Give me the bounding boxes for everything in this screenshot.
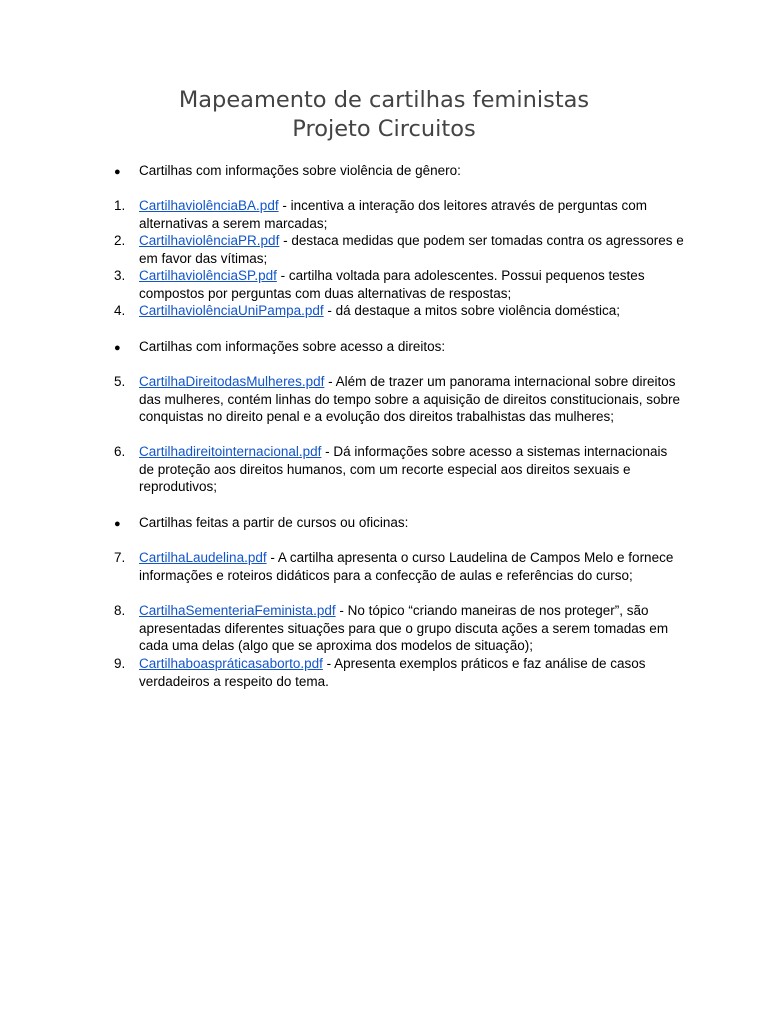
pdf-link[interactable]: Cartilhaboaspráticasaborto.pdf	[139, 656, 323, 671]
section-heading-violencia: ● Cartilhas com informações sobre violência de gênero:	[114, 162, 674, 182]
document-subtitle: Projeto Circuitos	[292, 116, 476, 142]
list-item: 4. CartilhaviolênciaUniPampa.pdf - dá destaque a mitos sobre violência doméstica;	[114, 303, 621, 318]
list-item: 1. CartilhaviolênciaBA.pdf - incentiva a interação dos leitores através de perguntas com alternativas a serem marcadas;	[114, 198, 648, 231]
bullet-icon: ●	[114, 518, 121, 530]
section-heading-direitos: ● Cartilhas com informações sobre acesso a direitos:	[114, 338, 674, 358]
list-item: 2. CartilhaviolênciaPR.pdf - destaca medidas que podem ser tomadas contra os agressores e em favor das vítimas;	[114, 233, 684, 266]
pdf-link[interactable]: CartilhaviolênciaUniPampa.pdf	[139, 303, 324, 318]
pdf-link[interactable]: CartilhaviolênciaPR.pdf	[139, 233, 280, 248]
pdf-link[interactable]: CartilhaviolênciaBA.pdf	[139, 198, 279, 213]
list-item: 5. CartilhaDireitodasMulheres.pdf - Além de trazer um panorama internacional sobre direitos das mulheres, contém linhas do tempo sobre a aquisição de direitos constitucionais, sobre conquistas no direito penal e a evolução dos direitos trabalhistas das mulheres;	[114, 374, 681, 424]
pdf-link[interactable]: CartilhaDireitodasMulheres.pdf	[139, 374, 325, 389]
bullet-icon: ●	[114, 166, 121, 178]
pdf-link[interactable]: CartilhaviolênciaSP.pdf	[139, 268, 277, 283]
list-item: 9. Cartilhaboaspráticasaborto.pdf - Apresenta exemplos práticos e faz análise de casos verdadeiros a respeito do tema.	[114, 656, 646, 689]
list-item: 7. CartilhaLaudelina.pdf - A cartilha apresenta o curso Laudelina de Campos Melo e fornece informações e roteiros didáticos para a confecção de aulas e referências do curso;	[114, 550, 674, 583]
section-heading-cursos: ● Cartilhas feitas a partir de cursos ou oficinas:	[114, 514, 674, 534]
document-title: Mapeamento de cartilhas feministas	[178, 87, 590, 113]
pdf-link[interactable]: CartilhaSementeriaFeminista.pdf	[139, 603, 336, 618]
bullet-icon: ●	[114, 342, 121, 354]
pdf-link[interactable]: CartilhaLaudelina.pdf	[139, 550, 267, 565]
list-item: 3. CartilhaviolênciaSP.pdf - cartilha voltada para adolescentes. Possui pequenos testes compostos por perguntas com duas alternativas de respostas;	[114, 268, 645, 301]
pdf-link[interactable]: Cartilhadireitointernacional.pdf	[139, 444, 322, 459]
list-item: 6. Cartilhadireitointernacional.pdf - Dá informações sobre acesso a sistemas internacionais de proteção aos direitos humanos, com um recorte especial aos direitos sexuais e reprodutivos;	[114, 444, 668, 494]
list-item: 8. CartilhaSementeriaFeminista.pdf - No tópico “criando maneiras de nos proteger”, são apresentadas diferentes situações para que o grupo discuta ações a serem tomadas em cada uma delas (algo que se aproxima dos modelos de situação);	[114, 603, 669, 653]
